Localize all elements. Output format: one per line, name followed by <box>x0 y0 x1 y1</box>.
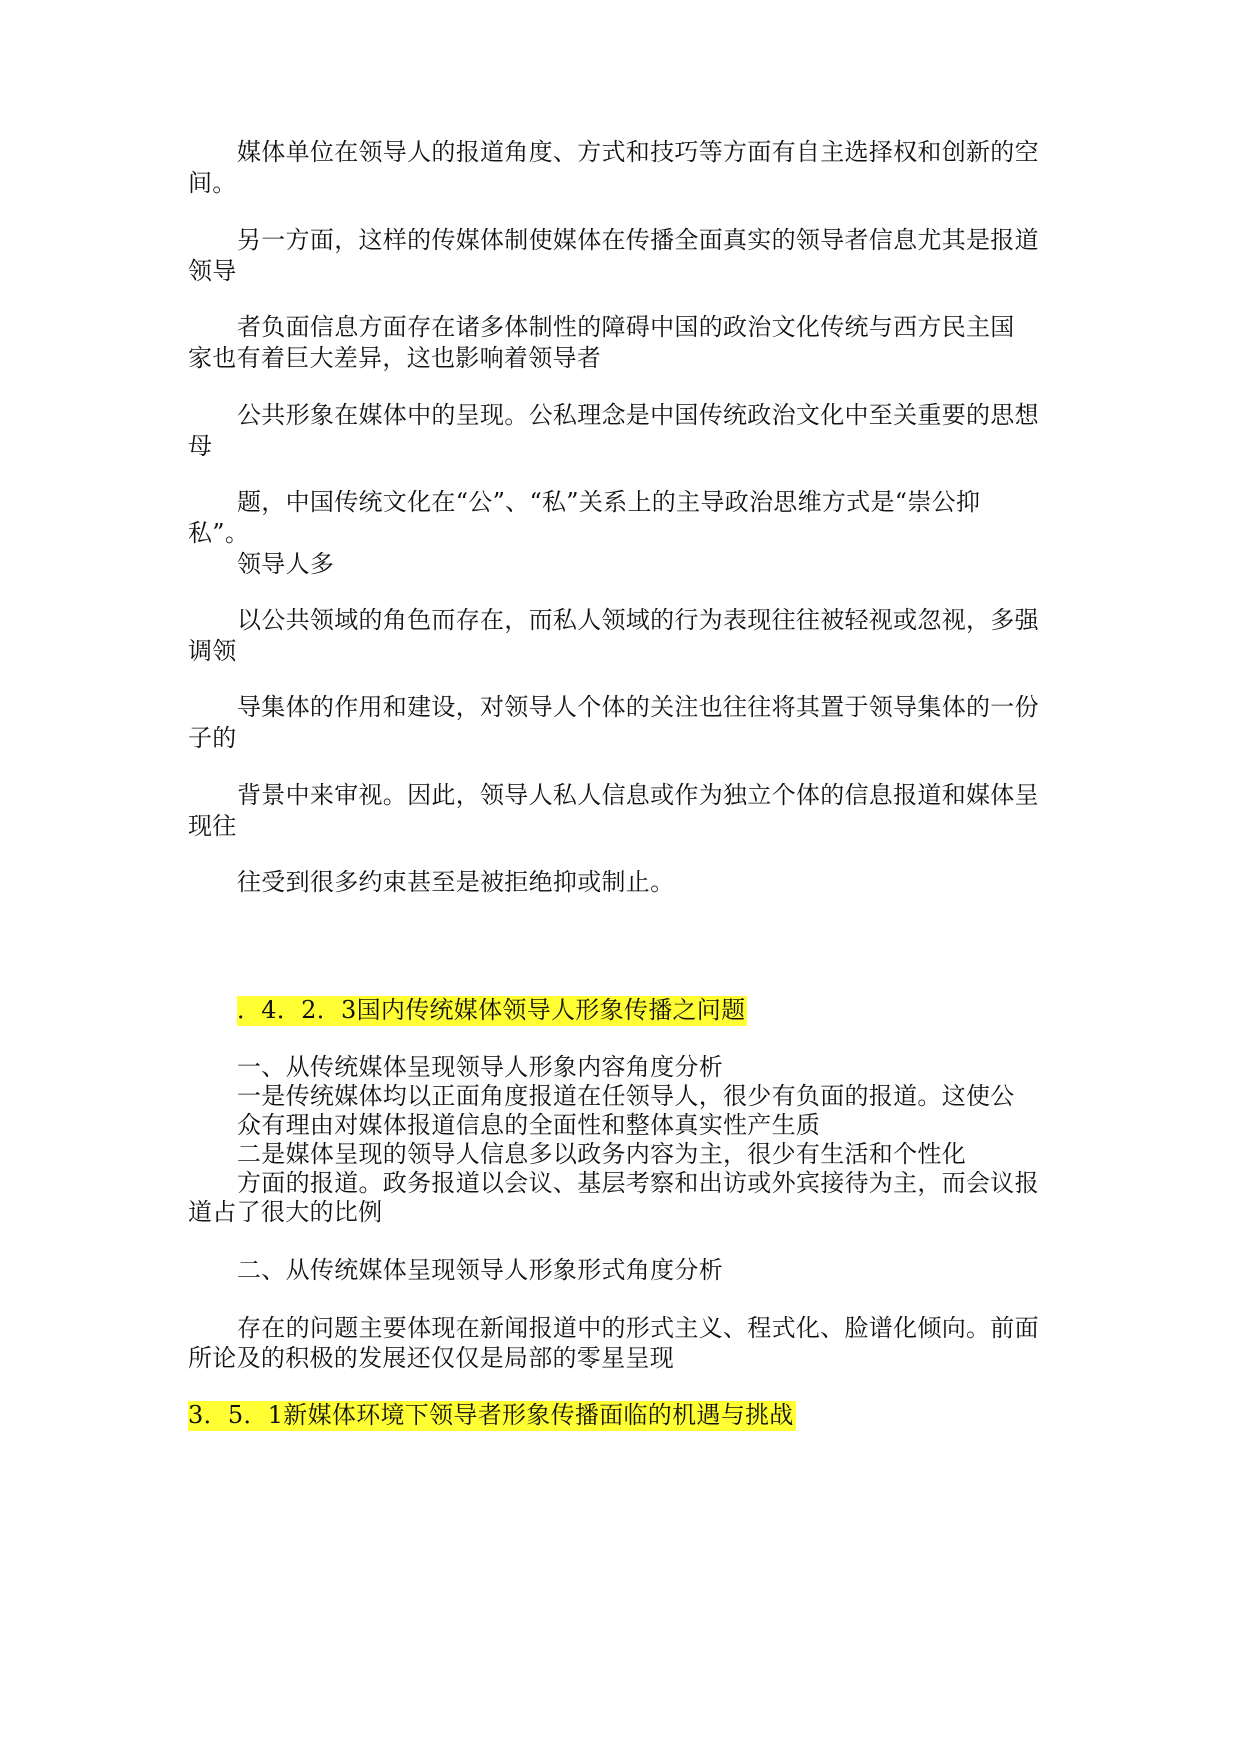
body-text-line: 母 <box>188 432 213 460</box>
body-text-line: 所论及的积极的发展还仅仅是局部的零星呈现 <box>188 1344 674 1372</box>
body-text-line: 存在的问题主要体现在新闻报道中的形式主义、程式化、脸谱化倾向。前面 <box>237 1314 1039 1342</box>
body-text-line: 领导人多 <box>237 550 335 578</box>
body-text-line: 公共形象在媒体中的呈现。公私理念是中国传统政治文化中至关重要的思想 <box>237 401 1039 429</box>
body-text-line: 子的 <box>188 724 237 752</box>
body-text-line: 另一方面，这样的传媒体制使媒体在传播全面真实的领导者信息尤其是报道 <box>237 226 1039 254</box>
body-text-line: 道占了很大的比例 <box>188 1198 383 1226</box>
highlighted-heading-text: ．4．2．3国内传统媒体领导人形象传播之问题 <box>237 996 746 1024</box>
body-text-line: 以公共领域的角色而存在，而私人领域的行为表现往往被轻视或忽视，多强 <box>237 606 1039 634</box>
body-text-line: 众有理由对媒体报道信息的全面性和整体真实性产生质 <box>237 1111 821 1139</box>
subsection-title: 二、从传统媒体呈现领导人形象形式角度分析 <box>237 1256 723 1284</box>
body-text-line: 家也有着巨大差异，这也影响着领导者 <box>188 344 602 372</box>
body-text-line: 一是传统媒体均以正面角度报道在任领导人，很少有负面的报道。这使公 <box>237 1082 1015 1110</box>
body-text-line: 调领 <box>188 637 237 665</box>
body-text-line: 背景中来审视。因此，领导人私人信息或作为独立个体的信息报道和媒体呈 <box>237 781 1039 809</box>
subsection-title: 一、从传统媒体呈现领导人形象内容角度分析 <box>237 1053 723 1081</box>
highlighted-heading-text: 3．5．1新媒体环境下领导者形象传播面临的机遇与挑战 <box>188 1401 794 1429</box>
body-text-line: 者负面信息方面存在诸多体制性的障碍中国的政治文化传统与西方民主国 <box>237 313 1015 341</box>
body-text-line: 媒体单位在领导人的报道角度、方式和技巧等方面有自主选择权和创新的空 <box>237 138 1039 166</box>
body-text-line: 方面的报道。政务报道以会议、基层考察和出访或外宾接待为主，而会议报 <box>237 1169 1039 1197</box>
body-text-line: 间。 <box>188 169 237 197</box>
body-text-line: 导集体的作用和建设，对领导人个体的关注也往往将其置于领导集体的一份 <box>237 693 1039 721</box>
body-text-line: 现往 <box>188 812 237 840</box>
body-text-line: 二是媒体呈现的领导人信息多以政务内容为主，很少有生活和个性化 <box>237 1140 966 1168</box>
section-heading <box>188 1400 1058 1430</box>
body-text-line: 题，中国传统文化在“公”、“私”关系上的主导政治思维方式是“崇公抑 <box>237 488 981 516</box>
section-heading <box>237 995 1058 1025</box>
body-text-line: 私”。 <box>188 519 250 547</box>
body-text-line: 往受到很多约束甚至是被拒绝抑或制止。 <box>237 868 675 896</box>
body-text-line: 领导 <box>188 257 237 285</box>
